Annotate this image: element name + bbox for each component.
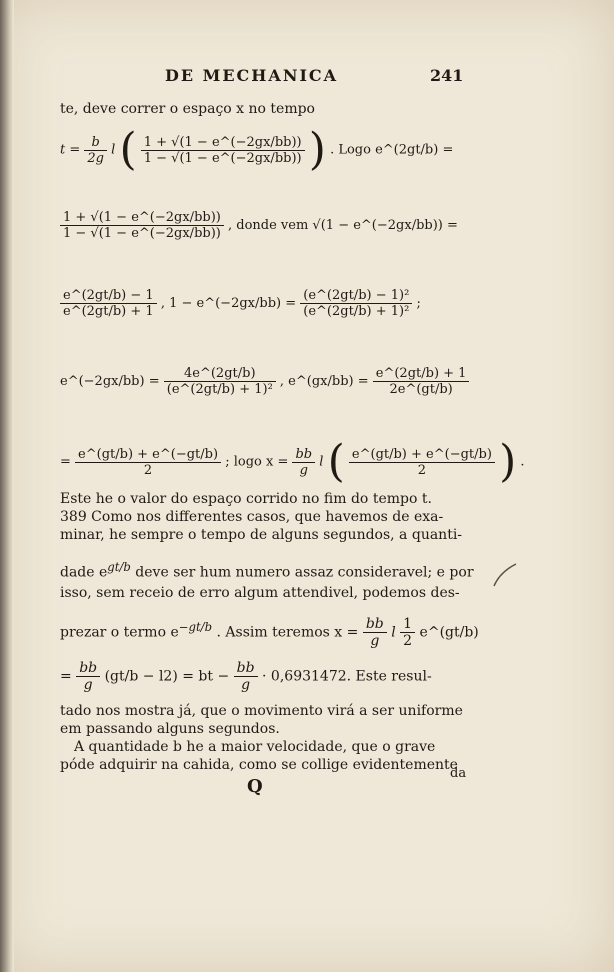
left-paren: ( xyxy=(327,436,345,487)
text-run: (gt/b − l2) = bt − xyxy=(104,668,230,685)
exponent: −gt/b xyxy=(178,619,213,634)
fraction-numerator: bb xyxy=(292,447,315,463)
fraction-numerator: e^(2gt/b) + 1 xyxy=(373,366,470,382)
fraction-denominator: 2e^(gt/b) xyxy=(389,382,453,397)
fraction xyxy=(84,135,107,166)
text-line: 389 Como nos differentes casos, que havemos de exa- xyxy=(60,509,444,525)
text-line: tado nos mostra já, que o movimento virá a ser uniforme xyxy=(60,703,463,719)
text-line: te, deve correr o espaço x no tempo xyxy=(60,101,315,117)
fraction-numerator: 1 xyxy=(400,616,415,633)
text-run: · 0,6931472. Este resul- xyxy=(262,668,432,685)
page-number: 241 xyxy=(430,66,464,85)
fraction-denominator: g xyxy=(299,462,308,478)
fraction xyxy=(373,366,470,397)
fraction-numerator: (e^(2gt/b) − 1)² xyxy=(300,288,412,304)
fraction-denominator: e^(2gt/b) + 1 xyxy=(63,304,154,319)
fraction xyxy=(141,135,305,166)
book-spine-shadow xyxy=(0,0,14,972)
fraction-numerator: e^(2gt/b) − 1 xyxy=(60,288,157,304)
text-line: em passando alguns segundos. xyxy=(60,721,280,737)
text-line: isso, sem receio de erro algum attendivel, podemos des- xyxy=(60,585,460,601)
fraction-numerator: 1 + √(1 − e^(−2gx/bb)) xyxy=(141,135,305,151)
equation-term: , e^(gx/bb) = xyxy=(279,374,369,389)
text-line: A quantidade b he a maior velocidade, que o grave xyxy=(74,739,436,755)
fraction xyxy=(60,210,224,241)
text-line xyxy=(60,616,479,649)
fraction-denominator: (e^(2gt/b) + 1)² xyxy=(166,382,273,397)
text-line xyxy=(60,560,474,581)
fraction-denominator: 1 − √(1 − e^(−2gx/bb)) xyxy=(63,226,221,241)
log-symbol: l xyxy=(391,624,396,641)
text-run: . Assim teremos x = xyxy=(216,624,359,641)
fraction-denominator: g xyxy=(83,677,93,693)
text-run: = xyxy=(60,668,72,685)
equation-3 xyxy=(60,288,421,319)
fraction-denominator: g xyxy=(370,633,380,649)
fraction xyxy=(76,660,100,693)
log-symbol: l xyxy=(111,142,116,158)
left-paren: ( xyxy=(119,124,137,175)
text-line: minar, he sempre o tempo de alguns segundos, a quanti- xyxy=(60,527,463,543)
fraction-numerator: bb xyxy=(76,660,100,677)
fraction xyxy=(60,288,157,319)
fraction-numerator: bb xyxy=(363,616,387,633)
fraction xyxy=(363,616,387,649)
fraction-numerator: b xyxy=(84,135,107,151)
text-run: prezar o termo e xyxy=(60,624,179,641)
fraction-denominator: 2 xyxy=(403,633,413,649)
exponent: gt/b xyxy=(107,560,131,574)
equation-term: . Logo e^(2gt/b) = xyxy=(330,142,454,158)
fraction-denominator: (e^(2gt/b) + 1)² xyxy=(303,304,410,319)
signature-mark: Q xyxy=(247,776,263,797)
fraction-numerator: bb xyxy=(234,660,258,677)
text-run: deve ser hum numero assaz consideravel; e por xyxy=(135,564,474,581)
equation-4 xyxy=(60,366,469,397)
page-header xyxy=(0,66,614,90)
equation-term: ; xyxy=(416,296,421,311)
equation-5 xyxy=(60,436,525,487)
fraction xyxy=(349,447,495,478)
fraction-denominator: 1 − √(1 − e^(−2gx/bb)) xyxy=(143,150,302,166)
fraction xyxy=(234,660,258,693)
fraction-numerator: 4e^(2gt/b) xyxy=(164,366,276,382)
equation-term: , donde vem √(1 − e^(−2gx/bb)) = xyxy=(228,218,458,233)
fraction xyxy=(292,447,315,478)
log-symbol: l xyxy=(319,454,324,470)
equation-term: = xyxy=(60,454,71,470)
pencil-mark-icon xyxy=(490,560,520,590)
fraction-denominator: g xyxy=(241,677,251,693)
text-run: dade e xyxy=(60,564,108,581)
text-run: e^(gt/b) xyxy=(419,624,479,641)
equation-term: t = xyxy=(60,142,85,158)
fraction-numerator: e^(gt/b) + e^(−gt/b) xyxy=(75,447,221,463)
equation-term: e^(−2gx/bb) = xyxy=(60,374,160,389)
equation-term: , 1 − e^(−2gx/bb) = xyxy=(160,296,297,311)
text-line xyxy=(60,660,432,693)
fraction-numerator: e^(gt/b) + e^(−gt/b) xyxy=(349,447,495,463)
fraction xyxy=(164,366,276,397)
text-line: Este he o valor do espaço corrido no fim do tempo t. xyxy=(60,491,432,507)
fraction-denominator: 2g xyxy=(87,150,104,166)
fraction-denominator: 2 xyxy=(143,462,153,478)
text-line: póde adquirir na cahida, como se collige evidentemente xyxy=(60,757,458,773)
fraction-denominator: 2 xyxy=(417,462,427,478)
fraction xyxy=(400,616,415,649)
fraction-numerator: 1 + √(1 − e^(−2gx/bb)) xyxy=(60,210,224,226)
equation-2 xyxy=(60,210,458,241)
right-paren: ) xyxy=(499,436,517,487)
fraction xyxy=(75,447,221,478)
equation-term: ; logo x = xyxy=(225,454,289,470)
catchword: da xyxy=(450,766,467,781)
right-paren: ) xyxy=(308,124,326,175)
equation-1 xyxy=(60,124,454,175)
equation-term: . xyxy=(520,454,525,470)
fraction xyxy=(300,288,412,319)
running-head: DE MECHANICA xyxy=(165,66,339,85)
